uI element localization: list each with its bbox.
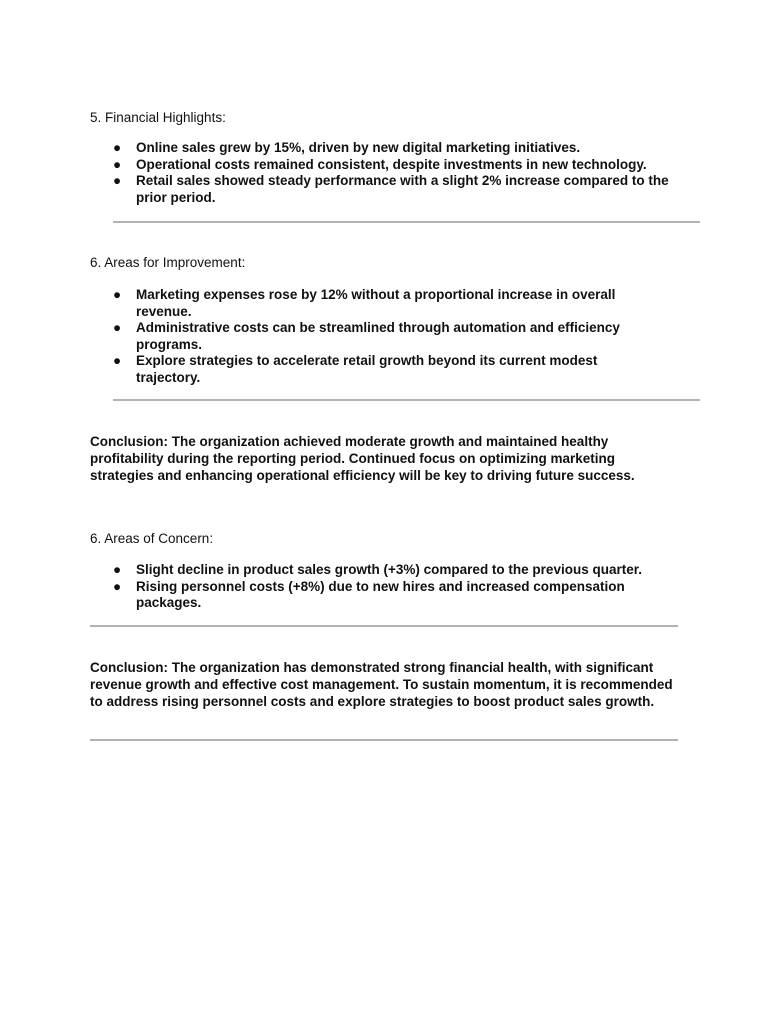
list-item xyxy=(108,287,646,320)
list-item-text: Operational costs remained consistent, despite investments in new technology. xyxy=(136,156,647,172)
list-item xyxy=(108,173,676,206)
section-divider xyxy=(90,739,678,741)
areas-of-concern-list xyxy=(108,562,688,612)
list-item-text: Administrative costs can be streamlined through automation and efficiency programs. xyxy=(136,320,620,352)
list-item xyxy=(108,157,688,174)
section-divider xyxy=(113,221,700,223)
list-item-text: Marketing expenses rose by 12% without a proportional increase in overall revenue. xyxy=(136,287,616,319)
bullet-icon: ● xyxy=(113,173,122,188)
section-heading-areas-of-concern: 6. Areas of Concern: xyxy=(90,531,214,546)
financial-highlights-list xyxy=(108,140,688,206)
bullet-icon: ● xyxy=(113,562,122,577)
list-item-text: Rising personnel costs (+8%) due to new hires and increased compensation packages. xyxy=(136,578,625,610)
list-item xyxy=(108,562,688,579)
list-item-text: Explore strategies to accelerate retail growth beyond its current modest trajectory. xyxy=(136,353,598,385)
bullet-icon: ● xyxy=(113,353,122,368)
list-item xyxy=(108,353,641,386)
list-item-text: Online sales grew by 15%, driven by new digital marketing initiatives. xyxy=(136,140,581,155)
bullet-icon: ● xyxy=(113,287,122,302)
bullet-icon: ● xyxy=(113,140,122,155)
section-heading-financial-highlights: 5. Financial Highlights: xyxy=(90,110,226,125)
bullet-icon: ● xyxy=(113,320,122,335)
conclusion-paragraph: Conclusion: The organization achieved moderate growth and maintained healthy profitability during the reporting period. Continued focus on optimizing marketing strategies and enhancing operational efficiency will be key to driving future success. xyxy=(90,434,635,483)
list-item xyxy=(108,320,664,353)
section-heading-areas-for-improvement: 6. Areas for Improvement: xyxy=(90,255,246,270)
bullet-icon: ● xyxy=(113,578,122,594)
list-item xyxy=(108,579,671,612)
list-item-text: Retail sales showed steady performance with a slight 2% increase compared to the prior period. xyxy=(136,173,669,205)
bullet-icon: ● xyxy=(113,156,122,172)
conclusion-paragraph: Conclusion: The organization has demonstrated strong financial health, with significant revenue growth and effective cost management. To sustain momentum, it is recommended to address rising personnel costs and explore strategies to boost product sales growth. xyxy=(90,660,673,709)
list-item-text: Slight decline in product sales growth (+3%) compared to the previous quarter. xyxy=(136,562,642,577)
section-divider xyxy=(113,399,700,401)
list-item xyxy=(108,140,688,157)
areas-for-improvement-list xyxy=(108,287,688,386)
section-divider xyxy=(90,625,678,627)
